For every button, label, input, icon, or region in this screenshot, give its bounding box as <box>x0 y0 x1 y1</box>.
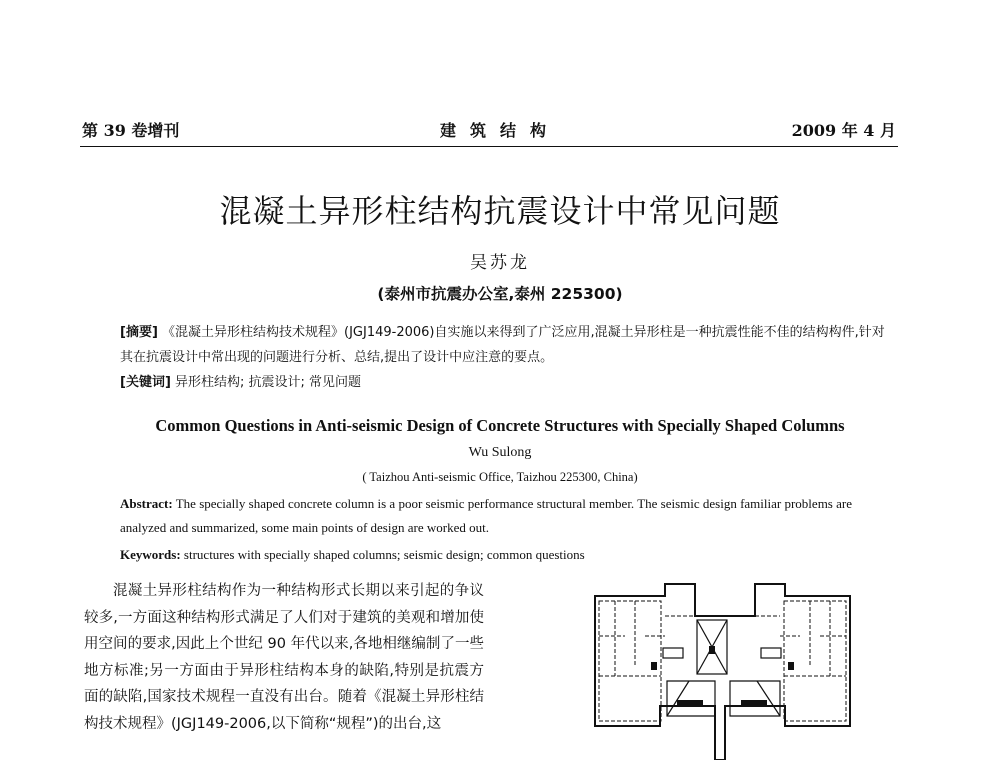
abstract-cn-label: [摘要] <box>120 325 158 340</box>
keywords-en-label: Keywords: <box>120 547 181 562</box>
paper-title: 混凝土异形柱结构抗震设计中常见问题 <box>219 192 781 230</box>
abstract-en-label: Abstract: <box>120 496 173 511</box>
keywords-cn-text: 异形柱结构; 抗震设计; 常见问题 <box>175 375 362 390</box>
keywords-cn-label: [关键词] <box>120 375 171 390</box>
journal-name: 建筑结构 <box>439 121 560 140</box>
body-paragraph: 混凝土异形柱结构作为一种结构形式长期以来引起的争议较多,一方面这种结构形式满足了人们对于建筑的美观和增加使用空间的要求,因此上个世纪 90 年代以来,各地相继编制了一些地方标准;另一方面由于异形柱结构本身的缺陷,特别是抗震方面的缺陷,国家技术规程一直没有出台。随着《混凝土异形柱结构技术规程》(JGJ149-2006,以下简称“规程”)的出台,这 <box>84 583 484 732</box>
header-rule <box>80 146 898 147</box>
keywords-en <box>120 543 890 567</box>
paper-author: 吴苏龙 <box>470 253 530 273</box>
paper-title-en: Common Questions in Anti-seismic Design of Concrete Structures with Specially Shaped Columns <box>155 416 845 435</box>
journal-date: 2009 年 4 月 <box>791 121 896 140</box>
keywords-cn <box>120 370 890 395</box>
journal-volume: 第 39 卷增刊 <box>82 121 180 140</box>
abstract-cn <box>120 320 890 370</box>
abstract-en-text: The specially shaped concrete column is a poor seismic performance structural member. The seismic design familiar problems are analyzed and summarized, some main points of design are worked out. <box>120 496 852 535</box>
abstract-cn-text: 《混凝土异形柱结构技术规程》(JGJ149-2006)自实施以来得到了广泛应用,混凝土异形柱是一种抗震性能不佳的结构构件,针对其在抗震设计中常出现的问题进行分析、总结,提出了设计中应注意的要点。 <box>120 325 885 365</box>
paper-affiliation: (泰州市抗震办公室,泰州 225300) <box>377 285 623 303</box>
floor-plan-figure <box>585 576 860 760</box>
keywords-en-text: structures with specially shaped columns; seismic design; common questions <box>183 547 585 562</box>
abstract-en <box>120 492 890 540</box>
paper-author-en: Wu Sulong <box>468 445 532 460</box>
paper-affiliation-en: ( Taizhou Anti-seismic Office, Taizhou 225300, China) <box>362 470 638 484</box>
